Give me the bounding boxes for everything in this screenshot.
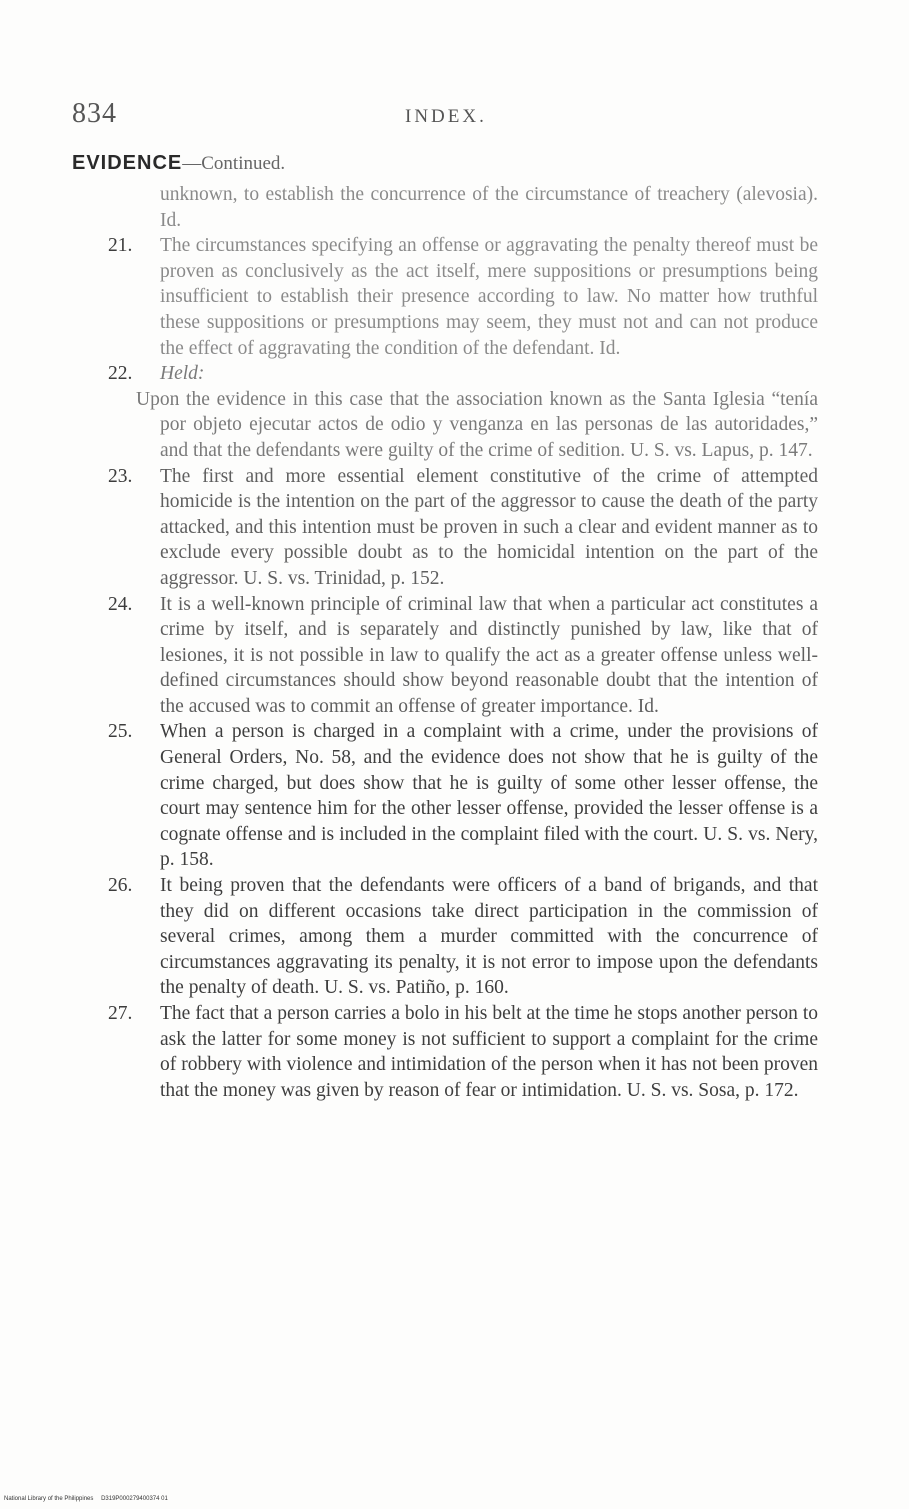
page-header: [72, 98, 832, 138]
index-entry-27: [108, 1001, 818, 1103]
entry-continuation: [108, 182, 818, 233]
entry-label: Held:: [160, 363, 205, 385]
entry-number: 25.: [108, 721, 133, 743]
section-continued: —Continued.: [182, 153, 286, 174]
running-head: INDEX.: [405, 106, 487, 127]
section-heading: [72, 152, 285, 175]
entry-text: Upon the evidence in this case that the association known as the Santa Iglesia “tenía por objeto ejecutar actos de odio y venganza en las personas de las autoridades,” and that the defendants were guilty of the crime of sedition. U. S. vs. Lapus, p. 147.: [136, 388, 818, 461]
index-entry-22: [108, 361, 818, 387]
index-entry-24: [108, 592, 818, 720]
entry-text: unknown, to establish the concurrence of the circumstance of treachery (alevosia). Id.: [160, 184, 818, 231]
index-entry-26: [108, 873, 818, 1001]
entry-text: When a person is charged in a complaint with a crime, under the provisions of General Orders, No. 58, and the evidence does not show that he is guilty of the crime charged, but does show that he is guilty of some other lesser offense, the court may sentence him for the other lesser offense, provided the lesser offense is a cognate offense and is included in the complaint filed with the court. U. S. vs. Nery, p. 158.: [160, 721, 818, 871]
entry-number: 21.: [108, 235, 133, 257]
entry-22-body: [136, 387, 818, 464]
entry-text: The fact that a person carries a bolo in his belt at the time he stops another person to ask the latter for some money is not sufficient to support a complaint for the crime of robbery with violence and intimidation of the person when it has not been proven that the money was given by reason of fear or intimidation. U. S. vs. Sosa, p. 172.: [160, 1003, 818, 1101]
entry-number: 24.: [108, 593, 133, 615]
footer-library: National Library of the Philippines: [4, 1496, 94, 1502]
entry-text: The first and more essential element constitutive of the crime of attempted homicide is the intention on the part of the aggressor to cause the death of the party attacked, and this intention must be proven in such a clear and evident manner as to exclude every possible doubt as to the homicidal intention on the part of the aggressor. U. S. vs. Trinidad, p. 152.: [160, 465, 818, 589]
scan-footer: [4, 1496, 174, 1502]
entry-text: It is a well-known principle of criminal law that when a particular act constitutes a crime by itself, and is separately and distinctly punished by law, like that of lesiones, it is not possible in law to qualify the act as a greater offense unless well-defined circumstances should show beyond reasonable doubt that the intention of the accused was to commit an offense of greater importance. Id.: [160, 593, 818, 717]
entry-text: The circumstances specifying an offense or aggravating the penalty thereof must be proven as conclusively as the act itself, mere suppositions or presumptions being insufficient to establish their presence according to law. No matter how truthful these suppositions or presumptions may seem, they must not and can not produce the effect of aggravating the condition of the defendant. Id.: [160, 235, 818, 359]
footer-identifier: D319P000279400374 01: [101, 1496, 168, 1502]
index-entry-25: [108, 719, 818, 873]
entry-number: 27.: [108, 1003, 133, 1024]
index-entries: [108, 182, 818, 1103]
index-entry-21: [108, 233, 818, 361]
section-topic: EVIDENCE: [72, 152, 183, 174]
entry-number: 26.: [108, 875, 133, 897]
page-number: 834: [72, 98, 117, 129]
entry-number: 22.: [108, 363, 133, 385]
index-entry-23: [108, 464, 818, 592]
entry-text: It being proven that the defendants were officers of a band of brigands, and that they did on different occasions take direct participation in the commission of several crimes, among them a murder committed with the concurrence of circumstances aggravating its penalty, it is not error to impose upon the defendants the penalty of death. U. S. vs. Patiño, p. 160.: [160, 875, 818, 999]
entry-number: 23.: [108, 465, 133, 487]
